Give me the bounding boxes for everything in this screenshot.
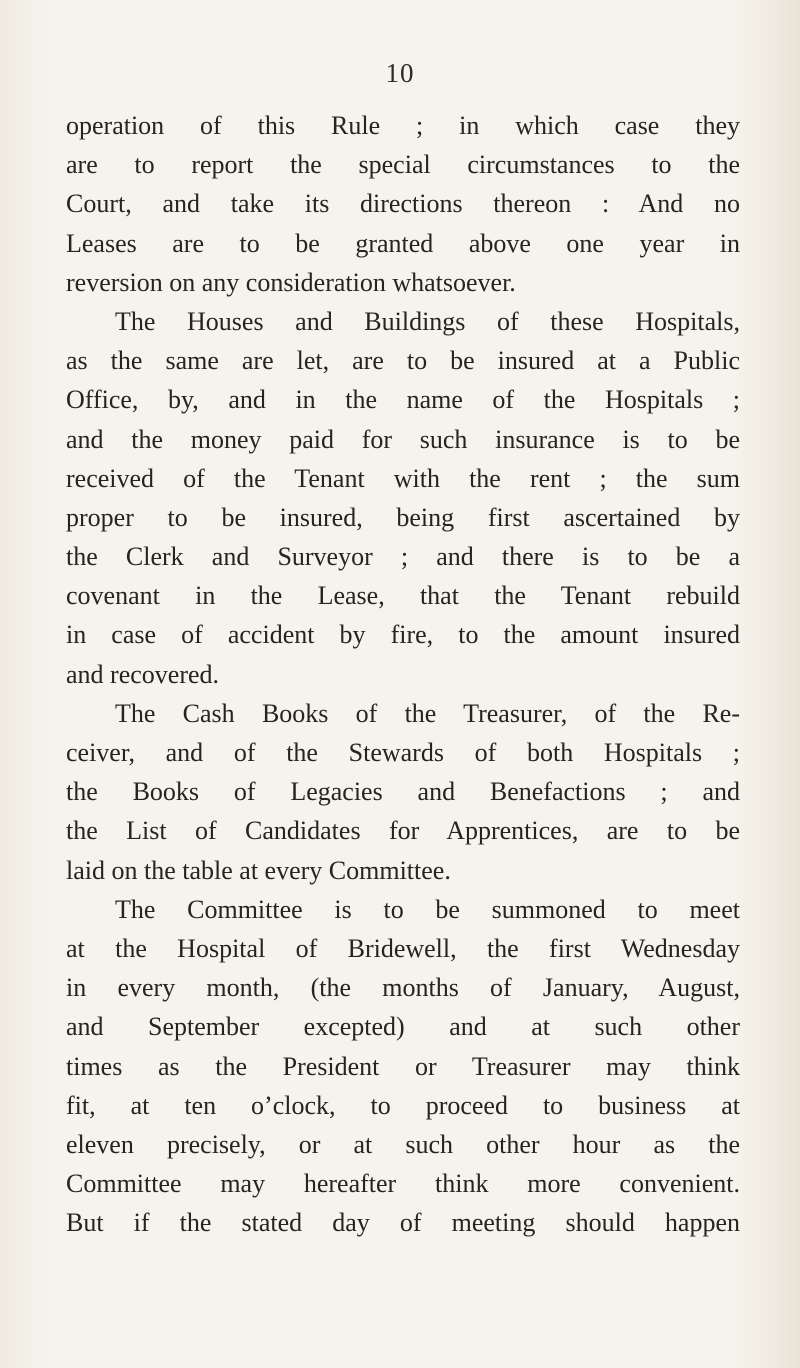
text-line: operation of this Rule ; in which case they [66,111,740,140]
text-line: in every month, (the months of January, August, [66,973,740,1003]
text-line: the Books of Legacies and Benefactions ; and [66,777,740,807]
text-line: ceiver, and of the Stewards of both Hospitals ; [66,738,740,767]
text-line: times as the President or Treasurer may think [66,1051,740,1081]
text-line: and recovered. [66,659,220,689]
text-line: But if the stated day of meeting should happen [66,1208,740,1238]
text-line: The Committee is to be summoned to meet [115,894,740,924]
text-line: as the same are let, are to be insured at a Public [66,346,740,376]
text-line: Court, and take its directions thereon : And no [66,189,740,219]
text-line: Leases are to be granted above one year in [66,228,740,258]
text-line: the Clerk and Surveyor ; and there is to be a [66,542,740,572]
text-line: reversion on any consideration whatsoever. [66,267,516,297]
body-text [66,106,740,1242]
text-line: fit, at ten o’clock, to proceed to business at [66,1090,740,1120]
text-line: and September excepted) and at such other [66,1012,740,1042]
text-line: the List of Candidates for Apprentices, are to be [66,816,740,846]
text-line: at the Hospital of Bridewell, the first Wednesday [66,933,740,963]
text-line: received of the Tenant with the rent ; the sum [66,463,740,493]
text-line: Committee may hereafter think more convenient. [66,1169,740,1199]
text-line: eleven precisely, or at such other hour as the [66,1129,740,1159]
page-number: 10 [385,58,415,88]
text-line: laid on the table at every Committee. [66,855,451,885]
text-line: in case of accident by fire, to the amount insured [66,620,740,650]
text-line: are to report the special circumstances to the [66,150,740,180]
text-line: The Cash Books of the Treasurer, of the Re- [115,698,740,728]
text-line: proper to be insured, being first ascertained by [66,502,740,532]
text-line: covenant in the Lease, that the Tenant rebuild [66,581,740,611]
text-line: Office, by, and in the name of the Hospitals ; [66,385,740,415]
text-line: The Houses and Buildings of these Hospitals, [115,306,740,336]
text-line: and the money paid for such insurance is to be [66,424,740,454]
